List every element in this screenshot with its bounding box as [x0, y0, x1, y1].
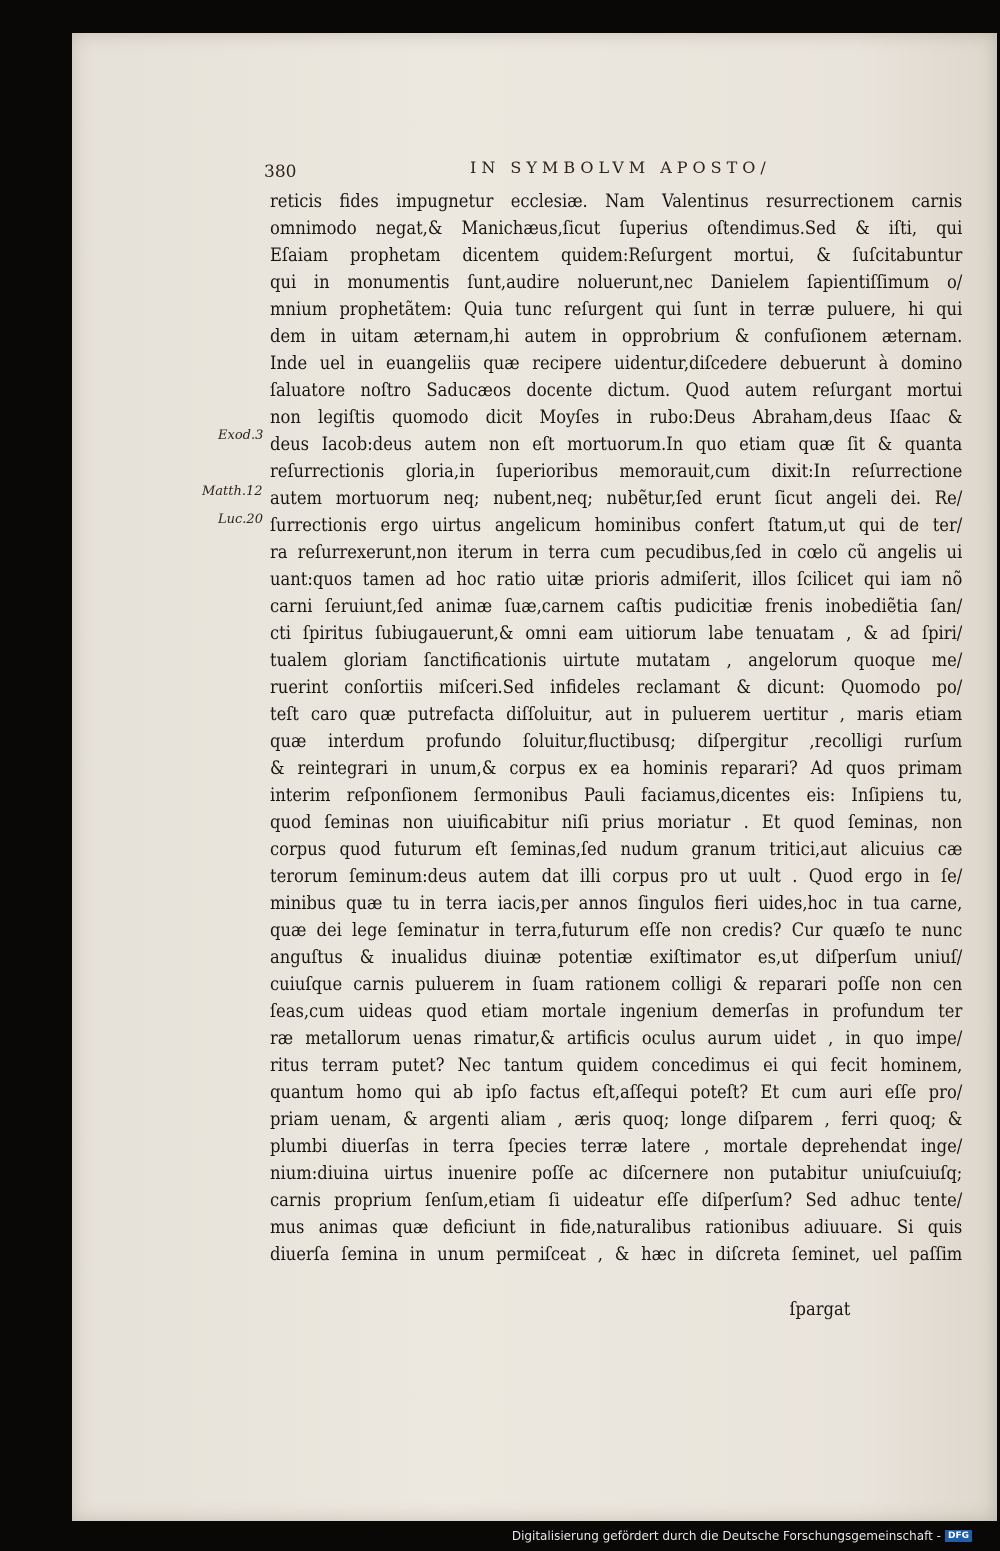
text-line: cuiuſque carnis puluerem in ſuam rationem colligi & reparari poſſe non cen	[270, 973, 963, 995]
body-text	[270, 188, 962, 1268]
text-line: priam uenam, & argenti aliam , æris quoq; longe diſparem , ferri quoq; &	[270, 1108, 963, 1130]
text-line: reſurrectionis gloria,in ſuperioribus memorauit,cum dixit:In reſurrectione	[270, 460, 963, 482]
text-line: plumbi diuerſas in terra ſpecies terræ latere , mortale deprehendat inge/	[270, 1135, 963, 1157]
text-line: ſeas,cum uideas quod etiam mortale ingenium demerſas in profundum ter	[270, 1000, 963, 1022]
text-line: cti ſpiritus ſubiugauerunt,& omni eam uitiorum labe tenuatam , & ad ſpiri/	[270, 622, 963, 644]
text-line: Eſaiam prophetam dicentem quidem:Reſurgent mortui, & ſuſcitabuntur	[270, 244, 963, 266]
text-line: omnimodo negat,& Manichæus,ſicut ſuperius oſtendimus.Sed & iſti, qui	[270, 217, 963, 239]
text-line: carnis proprium ſenſum,etiam ſi uideatur eſſe diſperſum? Sed adhuc tente/	[270, 1189, 963, 1211]
text-line: Inde uel in euangeliis quæ recipere uidentur,diſcedere debuerunt à domino	[270, 352, 963, 374]
running-head: IN SYMBOLVM APOSTO/	[470, 158, 771, 177]
text-line: nium:diuina uirtus inuenire poſſe ac diſcernere non putabitur uniuſcuiuſq;	[270, 1162, 963, 1184]
text-line: ſurrectionis ergo uirtus angelicum hominibus confert ſtatum,ut qui de ter/	[270, 514, 963, 536]
text-line: non legiſtis quomodo dicit Moyſes in rubo:Deus Abraham,deus Iſaac &	[270, 406, 963, 428]
text-line: uant:quos tamen ad hoc ratio uitæ prioris admiſerit, illos ſcilicet qui iam nõ	[270, 568, 963, 590]
text-line: ſaluatore noſtro Saducæos docente dictum. Quod autem reſurgant mortui	[270, 379, 963, 401]
text-line: tualem gloriam ſanctificationis uirtute mutatam , angelorum quoque me/	[270, 649, 963, 671]
text-line: quæ dei lege ſeminatur in terra,futurum eſſe non credis? Cur quæſo te nunc	[270, 919, 963, 941]
text-line: ræ metallorum uenas rimatur,& artificis oculus aurum uidet , in quo impe/	[270, 1027, 963, 1049]
text-line: diuerſa ſemina in unum permiſceat , & hæc in diſcreta ſeminet, uel paſſim	[270, 1243, 963, 1265]
text-line: quantum homo qui ab ipſo factus eſt,aſſequi poteſt? Et cum auri eſſe pro/	[270, 1081, 963, 1103]
text-line: dem in uitam æternam,hi autem in opprobrium & confuſionem æternam.	[270, 325, 963, 347]
catchword: ſpargat	[789, 1298, 851, 1320]
text-line: qui in monumentis ſunt,audire noluerunt,nec Danielem ſapientiſſimum o/	[270, 271, 963, 293]
digitization-footer	[512, 1529, 972, 1543]
marginal-note-exodus: Exod.3	[218, 428, 264, 443]
page-number: 380	[264, 162, 297, 182]
text-line: ritus terram putet? Nec tantum quidem concedimus ei qui fecit hominem,	[270, 1054, 963, 1076]
text-line: interim reſponſionem ſermonibus Pauli faciamus,dicentes eis: Inſipiens tu,	[270, 784, 963, 806]
text-line: teſt caro quæ putrefacta diſſoluitur, aut in puluerem uertitur , maris etiam	[270, 703, 963, 725]
text-line: autem mortuorum neq; nubent,neq; nubẽtur,ſed erunt ſicut angeli dei. Re/	[270, 487, 963, 509]
text-line: quæ interdum profundo ſoluitur,fluctibusq; diſpergitur ,recolligi rurſum	[270, 730, 963, 752]
text-line: deus Iacob:deus autem non eſt mortuorum.In quo etiam quæ ſit & quanta	[270, 433, 963, 455]
text-line: & reintegrari in unum,& corpus ex ea hominis reparari? Ad quos primam	[270, 757, 963, 779]
text-line: mus animas quæ deficiunt in fide,naturalibus rationibus adiuuare. Si quis	[270, 1216, 963, 1238]
text-line: quod ſeminas non uiuificabitur niſi prius moriatur . Et quod ſeminas, non	[270, 811, 963, 833]
marginal-note-luke: Luc.20	[218, 512, 263, 527]
text-line: reticis fides impugnetur ecclesiæ. Nam Valentinus resurrectionem carnis	[270, 190, 963, 212]
footer-text: Digitalisierung gefördert durch die Deutsche Forschungsgemeinschaft -	[511, 1529, 941, 1543]
text-line: ra reſurrexerunt,non iterum in terra cum pecudibus,ſed in cœlo cũ angelis ui	[270, 541, 963, 563]
text-line: minibus quæ tu in terra iacis,per annos ſingulos fieri uides,hoc in tua carne,	[270, 892, 963, 914]
text-line: ruerint conſortiis miſceri.Sed infideles reclamant & dicunt: Quomodo po/	[270, 676, 963, 698]
text-line: terorum ſeminum:deus autem dat illi corpus pro ut uult . Quod ergo in ſe/	[270, 865, 963, 887]
text-line: carni ſeruiunt,ſed animæ ſuæ,carnem caſtis pudicitiæ frenis inobediẽtia ſan/	[270, 595, 963, 617]
text-line: mnium prophetãtem: Quia tunc reſurgent qui ſunt in terræ puluere, hi qui	[270, 298, 963, 320]
dfg-logo-icon: DFG	[945, 1530, 972, 1542]
text-line: corpus quod futurum eſt ſeminas,ſed nudum granum tritici,aut alicuius cæ	[270, 838, 963, 860]
marginal-note-matthew: Matth.12	[202, 484, 263, 499]
text-line: anguſtus & inualidus diuinæ potentiæ exiſtimator es,ut diſperſum uniuſ/	[270, 946, 963, 968]
